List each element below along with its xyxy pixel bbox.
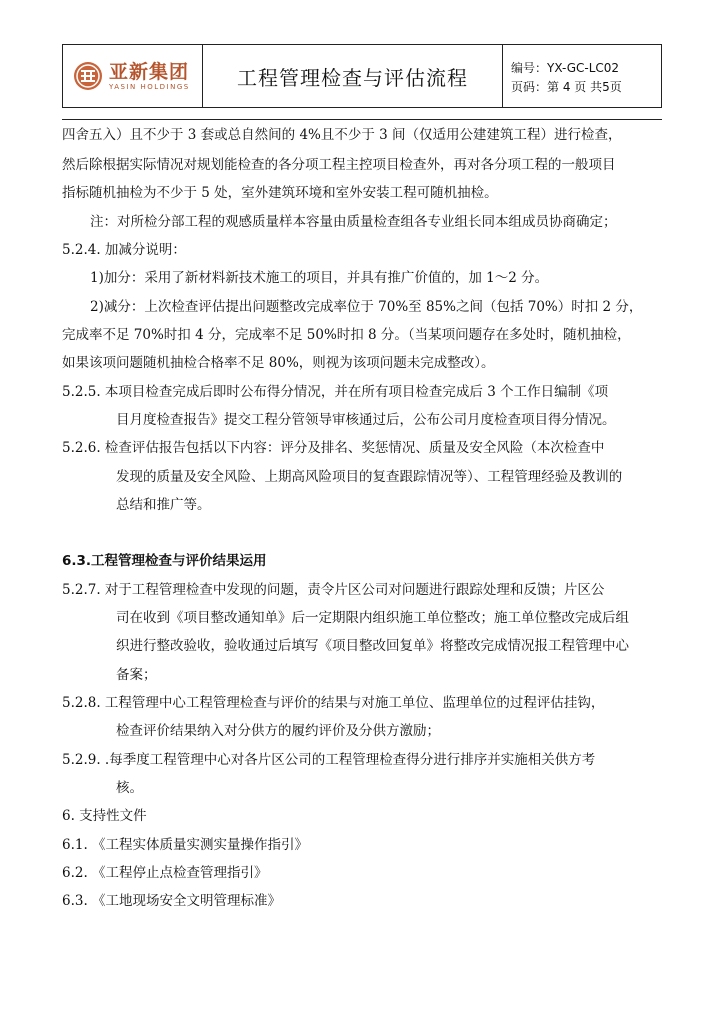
body-line: 总结和推广等。	[116, 497, 211, 513]
body-line: 2)减分：上次检查评估提出问题整改完成率位于 70%至 85%之间（包括 70%）时扣 2 分，	[90, 299, 643, 315]
section-5-2-7: 5.2.7. 对于工程管理检查中发现的问题，责令片区公司对问题进行跟踪处理和反馈；片区公	[62, 582, 605, 598]
section-5-2-9: 5.2.9. .每季度工程管理中心对各片区公司的工程管理检查得分进行排序并实施相关供方考	[62, 752, 596, 768]
section-5-2-8: 5.2.8. 工程管理中心工程管理检查与评价的结果与对施工单位、监理单位的过程评估挂钩，	[62, 695, 605, 711]
body-line: 目月度检查报告》提交工程分管领导审核通过后，公布公司月度检查项目得分情况。	[116, 412, 616, 428]
body-line: 注：对所检分部工程的观感质量样本容量由质量检查组各专业组长同本组成员协商确定；	[90, 214, 617, 230]
reference-6-1: 6.1. 《工程实体质量实测实量操作指引》	[62, 837, 309, 853]
body-line: 指标随机抽检为不少于 5 处，室外建筑环境和室外安装工程可随机抽检。	[62, 185, 498, 201]
page-number: 页码：第 4 页 共5页	[511, 80, 622, 94]
body-line: 检查评价结果纳入对分供方的履约评价及分供方激励；	[116, 723, 440, 739]
logo-emblem-icon	[73, 61, 103, 91]
section-5-2-4: 5.2.4. 加减分说明：	[62, 242, 186, 258]
document-title: 工程管理检查与评估流程	[203, 45, 503, 107]
body-line: 1)加分：采用了新材料新技术施工的项目，并具有推广价值的，加 1～2 分。	[90, 270, 549, 286]
reference-6-2: 6.2. 《工程停止点检查管理指引》	[62, 865, 268, 881]
section-heading-6: 6. 支持性文件	[62, 808, 147, 824]
document-header	[62, 44, 662, 108]
body-line: 备案；	[116, 667, 157, 683]
section-5-2-6: 5.2.6. 检查评估报告包括以下内容：评分及排名、奖惩情况、质量及安全风险（本次检查中	[62, 440, 605, 456]
document-code: 编号：YX-GC-LC02	[511, 61, 620, 75]
document-meta	[503, 45, 661, 107]
body-line: 织进行整改验收，验收通过后填写《项目整改回复单》将整改完成情况报工程管理中心	[116, 638, 629, 654]
body-line: 如果该项问题随机抽检合格率不足 80%，则视为该项问题未完成整改）。	[62, 355, 495, 371]
body-line: 四舍五入）且不少于 3 套或总自然间的 4%且不少于 3 间（仅适用公建建筑工程）进行检查，	[62, 127, 622, 143]
body-line: 完成率不足 70%时扣 4 分，完成率不足 50%时扣 8 分。（当某项问题存在多处时，随机抽检，	[62, 327, 631, 343]
section-5-2-5: 5.2.5. 本项目检查完成后即时公布得分情况，并在所有项目检查完成后 3 个工作日编制《项	[62, 384, 609, 400]
logo-chinese-name: 亚新集团	[109, 60, 190, 83]
body-line: 发现的质量及安全风险、上期高风险项目的复查跟踪情况等）、工程管理经验及教训的	[116, 469, 623, 485]
body-line: 司在收到《项目整改通知单》后一定期限内组织施工单位整改；施工单位整改完成后组	[116, 610, 629, 626]
header-divider	[62, 119, 662, 120]
body-line: 然后除根据实际情况对规划能检查的各分项工程主控项目检查外，再对各分项工程的一般项目	[62, 157, 616, 173]
logo-english-name: YASIN HOLDINGS	[109, 82, 190, 91]
body-line: 核。	[116, 780, 143, 796]
company-logo	[63, 45, 203, 107]
section-heading-6-3: 6.3.工程管理检查与评价结果运用	[62, 553, 267, 569]
reference-6-3: 6.3. 《工地现场安全文明管理标准》	[62, 893, 282, 909]
